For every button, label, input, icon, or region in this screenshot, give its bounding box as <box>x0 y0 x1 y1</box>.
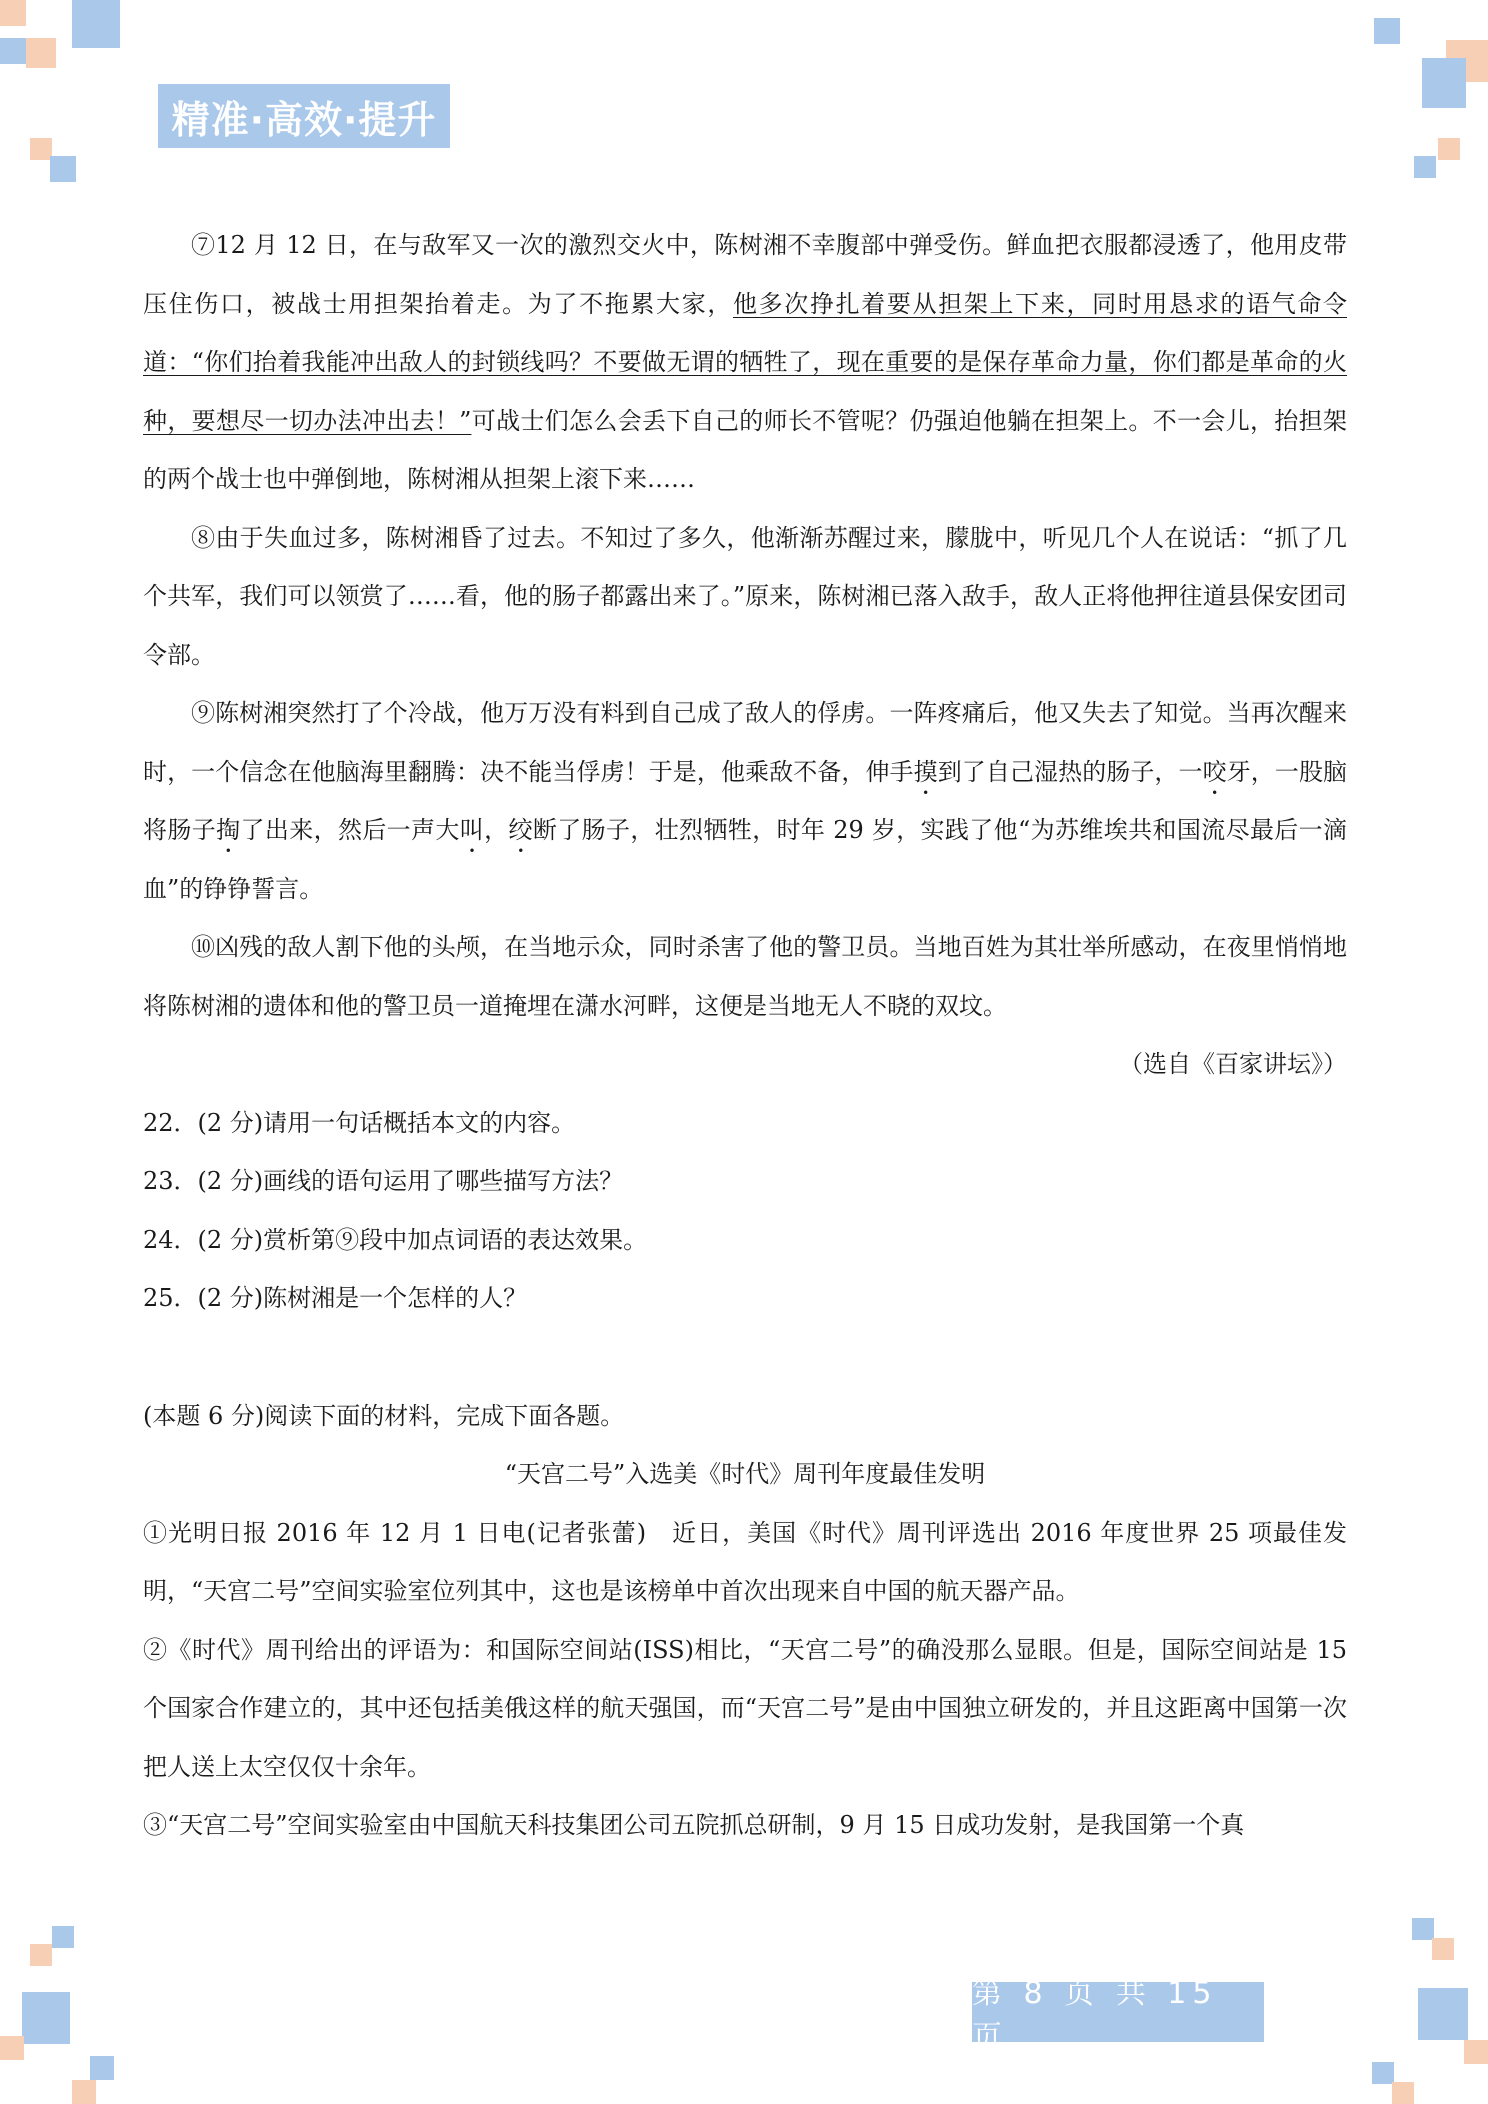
question-22: 22．(2 分)请用一句话概括本文的内容。 <box>143 1108 576 1137</box>
corner-decoration <box>52 1926 74 1948</box>
section-intro: (本题 6 分)阅读下面的材料，完成下面各题。 <box>143 1401 625 1430</box>
corner-decoration <box>50 156 76 182</box>
paragraph-9-text: 了出来，然后一声大 <box>240 816 460 844</box>
paragraph-9-text: ， <box>484 816 509 844</box>
paragraph-9-text: 到了自己湿热的肠子，一 <box>937 757 1203 786</box>
article-paragraph-3: ③“天宫二号”空间实验室由中国航天科技集团公司五院抓总研制，9 月 15 日成功发射，是我国第一个真 <box>143 1811 1245 1839</box>
corner-decoration <box>30 1944 52 1966</box>
dotted-word: 咬 <box>1202 757 1227 786</box>
paragraph-10: ⑩凶残的敌人割下他的头颅，在当地示众，同时杀害了他的警卫员。当地百姓为其壮举所感动，在夜里悄悄地将陈树湘的遗体和他的警卫员一道掩埋在潇水河畔，这便是当地无人不晓的双坟。 <box>143 933 1347 1020</box>
corner-decoration <box>22 1992 70 2044</box>
corner-decoration <box>72 2080 96 2104</box>
paragraph-7-text: ⑦12 月 12 日，在与敌军又一次的激烈交火中，陈树湘不幸腹部中弹受伤。鲜血把衣服都浸透了，他用皮带压住伤口，被战士用担架抬着走。为了不拖累大家， <box>143 231 1347 318</box>
section-gap <box>143 1328 1347 1387</box>
dotted-word: 摸 <box>913 757 938 786</box>
corner-decoration <box>1392 2082 1414 2104</box>
question-23: 23．(2 分)画线的语句运用了哪些描写方法？ <box>143 1167 624 1195</box>
paragraph-7-text-end: 可战士们怎么会丢下自己的师长不管呢？仍强迫他躺在担架上。不一会儿，抬担架的两个战士也中弹倒地，陈树湘从担架上滚下来…… <box>143 406 1347 493</box>
article-title: “天宫二号”入选美《时代》周刊年度最佳发明 <box>504 1460 986 1488</box>
header-badge: 精准·高效·提升 <box>158 84 450 148</box>
question-25: 25．(2 分)陈树湘是一个怎样的人？ <box>143 1284 528 1312</box>
paragraph-9-text: ⑨陈树湘突然打了个冷战，他万万没有料到自己成了敌人的俘虏。一阵疼痛后，他又失去了知觉。当再次醒来时，一个信念在他脑海里翻腾：决不能当俘虏！于是，他乘敌不备，伸手 <box>143 699 1347 786</box>
corner-decoration <box>0 38 26 64</box>
corner-decoration <box>72 0 120 48</box>
corner-decoration <box>0 0 26 26</box>
corner-decoration <box>1374 18 1400 44</box>
corner-decoration <box>1432 1938 1454 1960</box>
source-citation: （选自《百家讲坛》） <box>1119 1050 1347 1078</box>
underlined-sentence: 他多次挣扎着要从担架上下来，同时用恳求的语气命令道：“你们抬着我能冲出敌人的封锁线吗？不要做无谓的牺牲了，现在重要的是保存革命力量，你们都是革命的火种，要想尽一切办法冲出去！” <box>143 289 1347 435</box>
paragraph-9-text: 牙，一股脑将肠子 <box>143 757 1348 844</box>
page-number-badge: 第 8 页 共 15 页 <box>972 1982 1264 2042</box>
corner-decoration <box>0 2036 24 2060</box>
corner-decoration <box>1412 1918 1434 1940</box>
corner-decoration <box>1422 58 1466 108</box>
corner-decoration <box>90 2056 114 2080</box>
corner-decoration <box>1464 2040 1488 2064</box>
paragraph-9-text: 断了肠子，壮烈牺牲，时年 29 岁，实践了他“为苏维埃共和国流尽最后一滴血”的铮铮誓言。 <box>143 816 1348 903</box>
paragraph-8: ⑧由于失血过多，陈树湘昏了过去。不知过了多久，他渐渐苏醒过来，朦胧中，听见几个人在说话：“抓了几个共军，我们可以领赏了……看，他的肠子都露出来了。”原来，陈树湘已落入敌手，敌人正将他押往道县保安团司令部。 <box>143 523 1347 669</box>
paragraph-7 <box>143 216 1347 509</box>
corner-decoration <box>1414 156 1436 178</box>
dotted-word: 绞 <box>508 816 533 844</box>
dotted-word: 掏 <box>216 816 241 844</box>
paragraph-9 <box>143 684 1347 918</box>
corner-decoration <box>26 38 56 68</box>
article-paragraph-2: ②《时代》周刊给出的评语为：和国际空间站(ISS)相比，“天宫二号”的确没那么显眼。但是，国际空间站是 15 个国家合作建立的，其中还包括美俄这样的航天强国，而“天宫二号”是由中国独立研发的，并且这距离中国第一次把人送上太空仅仅十余年。 <box>143 1635 1347 1781</box>
corner-decoration <box>1372 2062 1394 2084</box>
corner-decoration <box>30 138 52 160</box>
corner-decoration <box>1418 1988 1468 2040</box>
corner-decoration <box>1438 138 1460 160</box>
question-24: 24．(2 分)赏析第⑨段中加点词语的表达效果。 <box>143 1225 648 1254</box>
dotted-word: 叫 <box>459 816 485 844</box>
article-paragraph-1: ①光明日报 2016 年 12 月 1 日电(记者张蕾) 近日，美国《时代》周刊评选出 2016 年度世界 25 项最佳发明，“天宫二号”空间实验室位列其中，这也是该榜单中首次出现来自中国的航天器产品。 <box>143 1518 1347 1605</box>
page-content <box>143 216 1347 1855</box>
